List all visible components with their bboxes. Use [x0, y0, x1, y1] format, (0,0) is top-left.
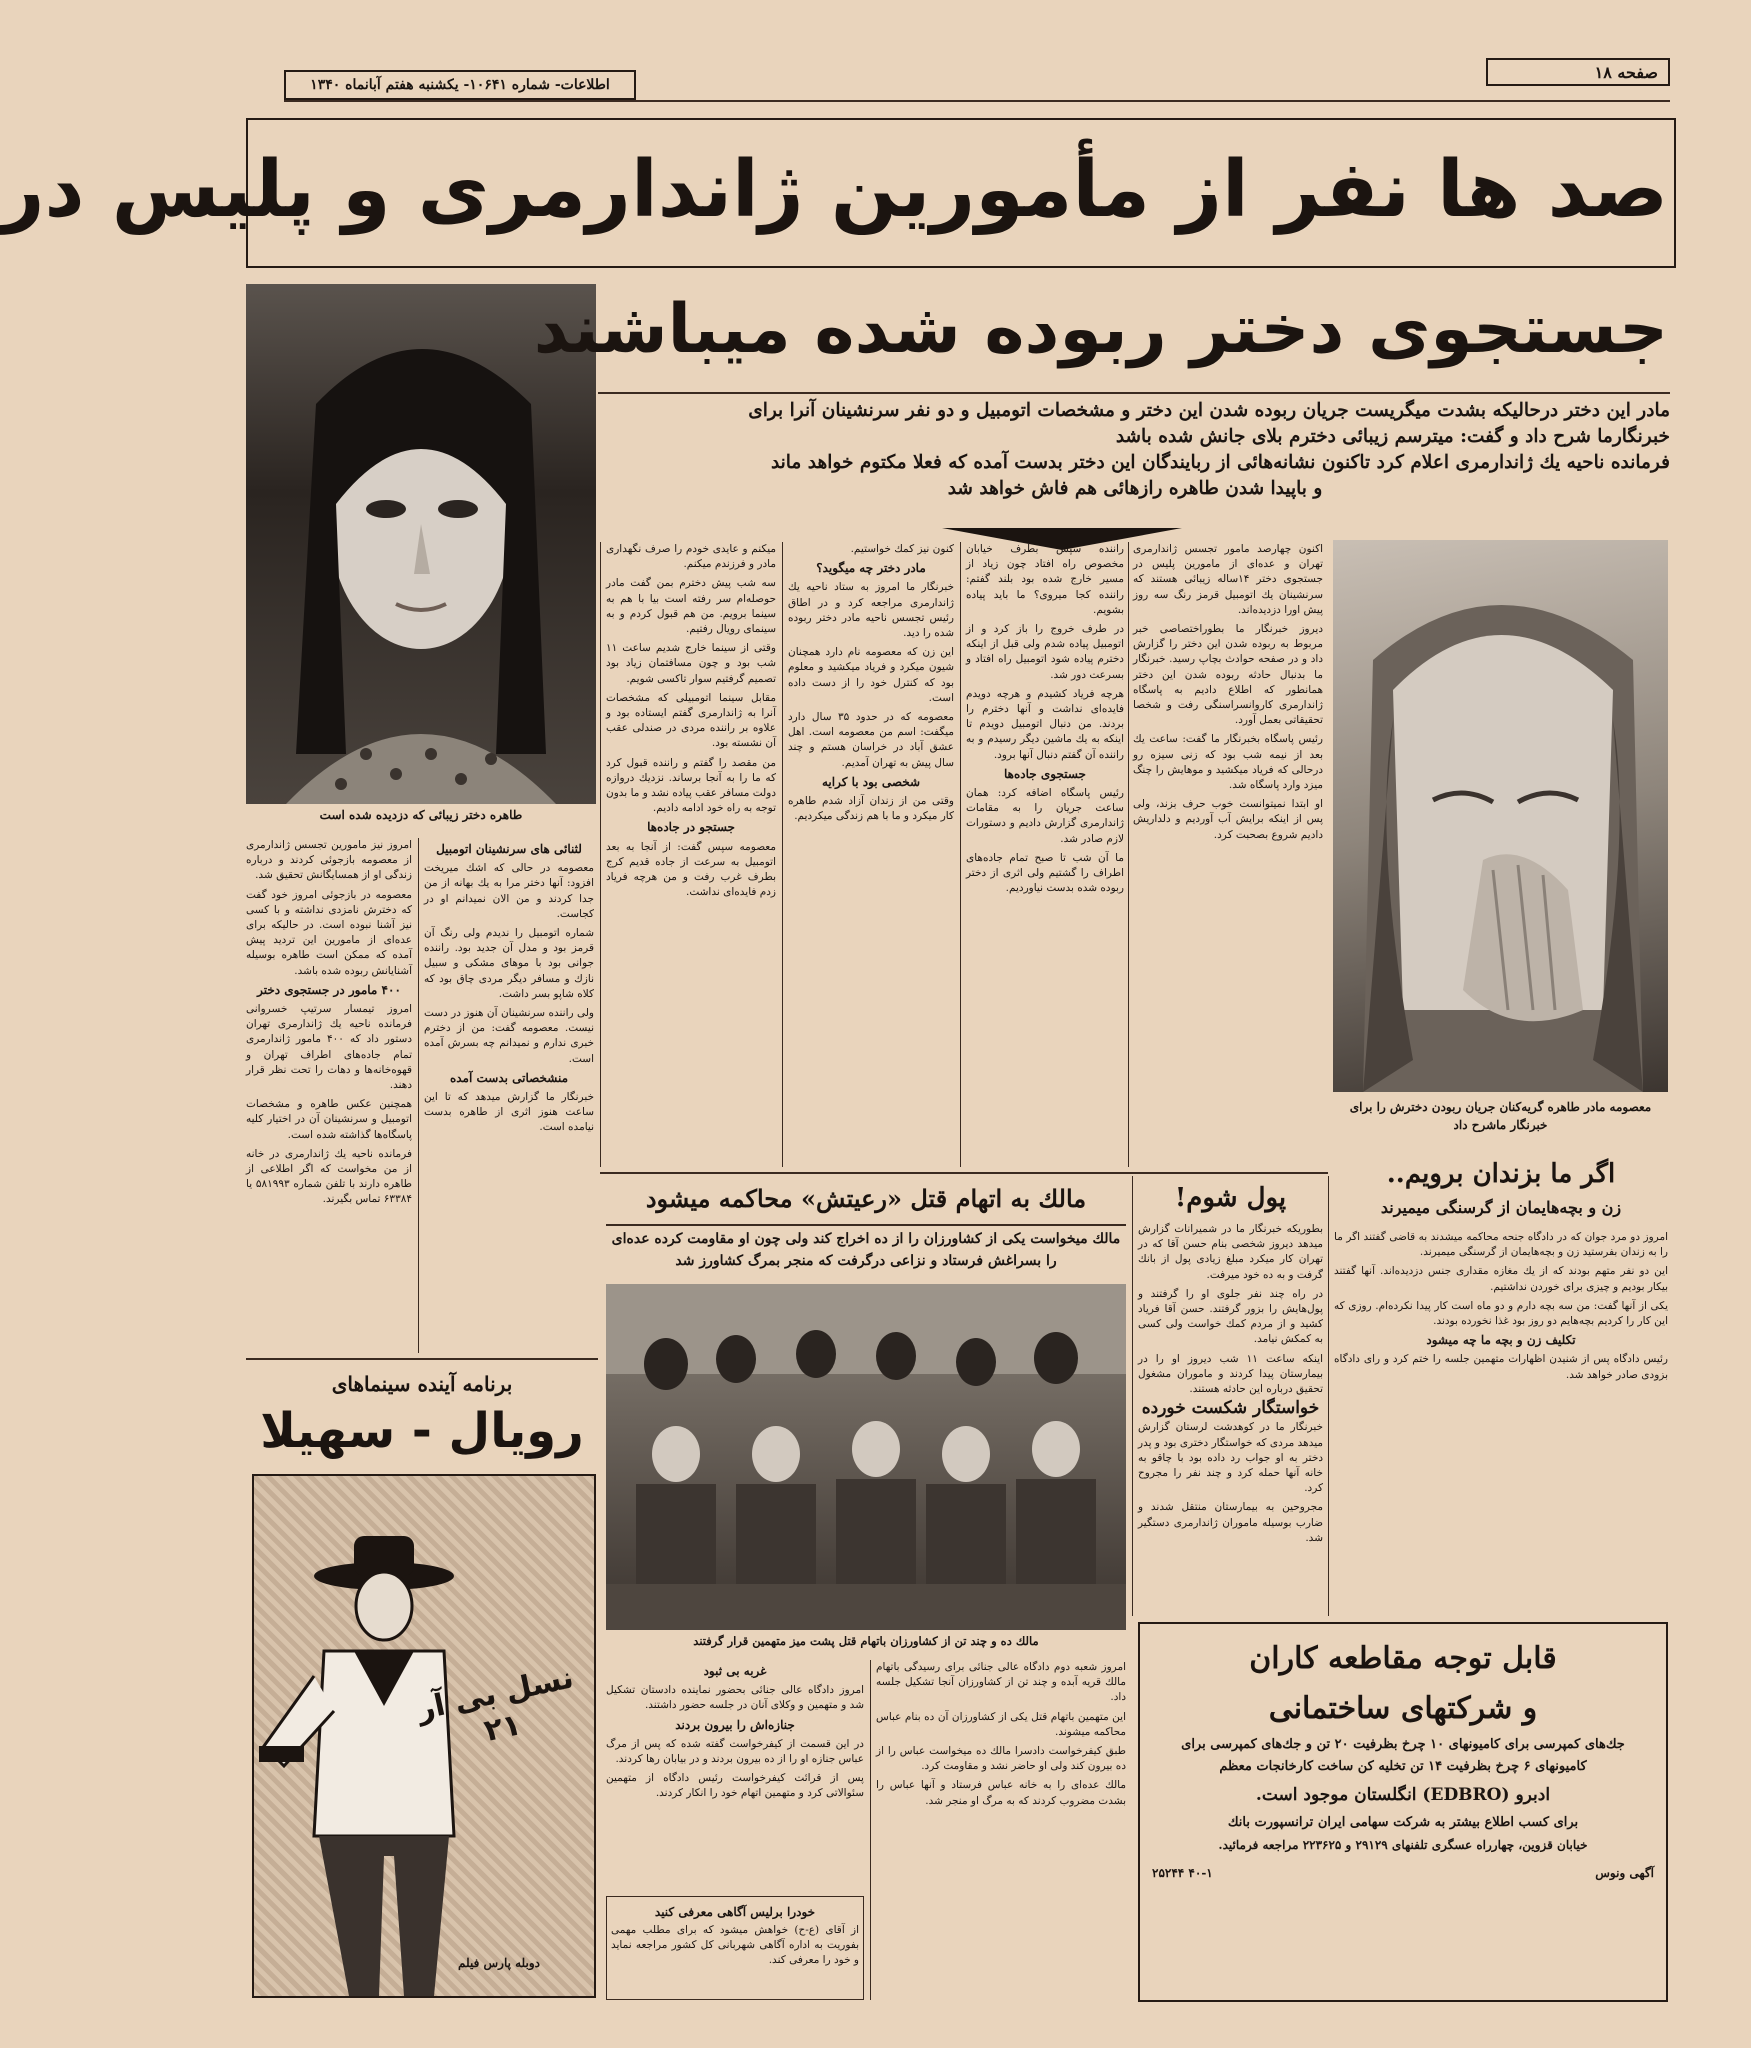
cinema-poster	[252, 1474, 596, 1998]
notice-text: از آقای (ع-ح) خواهش میشود که برای مطلب مهمی بفوریت به اداره آگاهی شهربانی کل کشور مراجعه نماید و خود را معرفی کند.	[611, 1924, 859, 1966]
dateline-box: اطلاعات- شماره ۱۰۶۴۱- یکشنبه هفتم آبانماه ۱۳۴۰	[284, 70, 636, 100]
contractors-body-2: کامیونهای ۶ چرخ بظرفیت ۱۴ تن تخلیه کن ساخت کارخانجات معظم	[1219, 1759, 1587, 1774]
contractors-ad	[1138, 1622, 1668, 2002]
deck-line-2: خبرنگارما شرح داد و گفت: میترسم زیبائی دخترم بلای جانش شده باشد	[1115, 426, 1670, 447]
cinema-ad-heading: برنامه آینده سینماهای	[331, 1372, 513, 1396]
main-story-col-1: اکنون چهارصد مامور تجسس ژاندارمری تهران و عده‌ای از مامورین پلیس در جستجوی دختر ۱۴ساله زیبائی هستند که سرنشینان یك اتومبیل قرمز رنگ سه روز پیش اورا دزدیده‌اند. دیروز خبرنگار ما بطوراختصاصی خبر مربوط به ربوده شدن این دختر را گزارش داد و در صفحه حوادث بچاپ رسید. خبرنگار ما بدنبال حادثه ربوده شدن این دختر همانطور که اطلاع دادیم به پاسگاه ژاندارمری کاروانسراسنگی رفت و شخصا تحقیقاتی بعمل آورد. رئیس پاسگاه بخبرنگار ما گفت: ساعت یك بعد از نیمه شب بود که زنی سیزه رو درحالی که فریاد میکشید و موهایش را چنگ میزد وارد پاسگاه شد. او ابتدا نمیتوانست خوب حرف بزند، ولی پس از اینکه برایش آب آوردیم و دلداریش دادیم شروع بصحبت کرد.	[1133, 543, 1323, 841]
contractors-brand: ادبرو (EDBRO) انگلستان موجود است.	[1255, 1785, 1551, 1805]
film-title: نسل بی آر ۲۱	[414, 1660, 577, 1750]
main-story-col-2: راننده سپس بطرف خیابان مخصوص راه افتاد چون زیاد از مسیر خارج شده بود بلند گفتم: راننده کجا میروی؟ ما باید پیاده بشویم. در طرف خروج را باز کرد و از اتومبیل پیاده شدم ولی قبل از اینکه دخترم پیاده شود اتومبیل راه افتاد و بسرعت دور شد. هرچه فریاد کشیدم و هرچه دویدم فایده‌ای نداشت و آنها دخترم را بردند. من دنبال اتومبیل دویدم تا اینکه به یك ماشین دیگر رسیدم و به راننده آن گفتم دنبال آنها برود. جستجوی جاده‌ها رئیس پاسگاه اضافه کرد: همان ساعت جریان را به مقامات ژاندارمری گزارش دادیم و دستورات لازم صادر شد. ما آن شب تا صبح تمام جاده‌های اطراف را گشتیم ولی اثری از دختر ربوده شده بدست نیاوردیم.	[966, 543, 1124, 895]
hunger-subheadline-2: تکلیف زن و بچه ما چه میشود	[1426, 1333, 1576, 1348]
landlord-col-b: غربه بی ثبود امروز دادگاه عالی جنائی بحضور نماینده دادستان تشکیل شد و متهمین و وکلای آنان در جلسه حضور داشتند. جنازه‌اش را بیرون بردند در این قسمت از کیفرخواست گفته شده که پس از مرگ عباس جنازه او را از ده بیرون بردند و در بیابان رها کردند. پس از قرائت کیفرخواست رئیس دادگاه از متهمین سئوالاتی کرد و متهمین اتهام خود را انکار کردند.	[606, 1664, 864, 1800]
contractors-contact-2: خیابان قزوین، چهارراه عسگری تلفنهای ۲۹۱۲۹ و ۲۲۳۶۲۵ مراجعه فرمائید.	[1218, 1838, 1588, 1852]
hunger-headline: اگر ما بزندان برویم..	[1386, 1159, 1616, 1189]
cinema-ad-names: رویال - سهیلا	[260, 1403, 584, 1459]
col-rule	[1328, 1176, 1329, 1616]
main-headline-2: جستجوی دختر ربوده شده میباشند	[533, 290, 1668, 369]
deck-line-4: و باپیدا شدن طاهره رازهائی هم فاش خواهد شد	[947, 478, 1323, 499]
col-rule	[870, 1660, 871, 2000]
landlord-rule	[606, 1224, 1126, 1226]
col-rule	[418, 838, 419, 1353]
courtroom-photo	[606, 1284, 1126, 1630]
mother-photo	[1333, 540, 1668, 1092]
headline-2-rule	[598, 392, 1670, 394]
money-text: بطوریکه خبرنگار ما در شمیرانات گزارش میدهد دیروز شخصی بنام حسن آقا که در تهران کار میکرد مبلغ زیادی پول از بانك گرفت و به ده خود میرفت. در راه چند نفر جلوی او را گرفتند و پول‌هایش را بزور گرفتند. حسن آقا فریاد کشید و از مردم کمك خواست ولی کسی به کمکش نیامد. اینکه ساعت ۱۱ شب دیروز او را در بیمارستان پیدا کردند و ماموران مشغول تحقیق درباره این حادثه هستند. خواستگار شکست خورده خبرنگار ما در کوهدشت لرستان گزارش میدهد مردی که خواستگار دختری بود و پدر دختر به او جواب رد داده بود با چاقو به خانه آنها حمله کرد و چند نفر را مجروح کرد. مجروحین به بیمارستان منتقل شدند و ضارب بوسیله ماموران ژاندارمری دستگیر شد.	[1138, 1223, 1323, 1544]
col-rule	[1128, 542, 1129, 1167]
col-rule	[1132, 1176, 1133, 1616]
notice-title: خودرا برلیس آگاهی معرفی کنید	[654, 1905, 816, 1919]
defendants-icon	[606, 1284, 1126, 1630]
dub-credit: دوبله پارس فیلم	[458, 1956, 540, 1970]
deck-line-3: فرمانده ناحیه یك ژاندارمری اعلام كرد تاكنون نشانه‌هائی از ربایندگان این دختر بدست آمده كه فعلا مكتوم خواهد ماند	[770, 452, 1670, 473]
mother-portrait-icon	[1333, 540, 1668, 1092]
section-rule	[246, 1358, 598, 1360]
col-rule	[960, 542, 961, 1167]
notice-box	[606, 1896, 864, 2000]
mother-photo-caption: معصومه مادر طاهره گریه‌کنان جریان ربودن دخترش را برای خبرنگار ماشرح داد	[1349, 1100, 1652, 1132]
contractors-heading-2: و شرکتهای ساختمانی	[1268, 1691, 1538, 1726]
main-story-col-6: لثنائی های سرنشینان اتومبیل معصومه در حالی که اشك میریخت افزود: آنها دختر مرا به یك بهانه از من جدا کردند و من الان نمیدانم او در کجاست. شماره اتومبیل را ندیدم ولی رنگ آن قرمز بود و مدل آن جدید بود. راننده جوانی بود با موهای مشکی و سبیل نازك و مسافر دیگر مردی چاق بود که کلاه شاپو بسر داشت. ولی راننده سرنشینان آن هنوز در دست نیست. معصومه گفت: من از دخترم خبری ندارم و نمیدانم چه بسرش آمده است. منشخصاتی بدست آمده خبرنگار ما گزارش میدهد که تا این ساعت هنوز اثری از طاهره بدست نیامده است.	[424, 842, 594, 1134]
main-headline-1: صد ها نفر از مأمورین ژاندارمری و پلیس در	[0, 145, 1668, 235]
deck-block	[600, 398, 1670, 538]
contractors-heading-1: قابل توجه مقاطعه کاران	[1249, 1641, 1557, 1676]
landlord-deck: مالك میخواست یکی از کشاورزان را از ده اخراج کند ولی چون او مقاومت کرده عده‌ای را بسراغش فرستاد و نزاعی درگرفت که منجر بمرگ کشاورز شد	[611, 1231, 1121, 1269]
col-rule	[600, 542, 601, 1167]
deck-line-1: مادر این دختر درحالیکه بشدت میگریست جریان ربوده شدن این دختر و مشخصات اتومبیل و دو نفر سرنشینان آنرا برای	[748, 400, 1670, 421]
landlord-col-a: امروز شعبه دوم دادگاه عالی جنائی برای رسیدگی باتهام مالك قریه آبده و چند تن از کشاورزان آنجا تشکیل جلسه داد. این متهمین باتهام قتل یکی از کشاورزان آن ده بنام عباس محاکمه میشوند. طبق کیفرخواست دادسرا مالك ده میخواست عباس را از ده بیرون کند ولی او حاضر نشد و مقاومت کرد. مالك عده‌ای را به خانه عباس فرستاد و آنها عباس را بشدت مضروب کردند که به مرگ او منجر شد.	[876, 1661, 1126, 1807]
contractors-body-1: جك‌های کمپرسی برای کامیونهای ۱۰ چرخ بظرفیت ۲۰ تن و جك‌های کمپرسی برای	[1181, 1737, 1625, 1752]
contractors-ref: ۴۰-۱ ۲۵۲۴۴	[1152, 1866, 1213, 1880]
landlord-headline: مالك به اتهام قتل «رعیتش» محاکمه میشود	[645, 1184, 1087, 1213]
main-story-col-3: کنون نیز کمك خواستیم. مادر دختر چه میگوید؟ خبرنگار ما امروز به ستاد ناحیه یك ژاندارمری مراجعه کرد و در اطاق رئیس تجسس ناحیه مادر دختر ربوده شده را دید. این زن که معصومه نام دارد همچنان شیون میکرد و فریاد میکشید و معلوم بود که کنترل خود را از دست داده است. معصومه که در حدود ۳۵ سال دارد میگفت: اسم من معصومه است. اهل عشق آباد در خراسان هستم و چند سال پیش به تهران آمدیم. شخصی بود با کرایه وقتی من از زندان آزاد شدم طاهره کار میکرد و ما با هم زندگی میکردیم.	[788, 543, 954, 823]
hunger-text: امروز دو مرد جوان که در دادگاه جنحه محاکمه میشدند به قاضی گفتند اگر ما را به زندان بفرستید زن و بچه‌هایمان از گرسنگی میمیرند. این دو نفر متهم بودند که از یك مغازه مقداری جنس دزدیده‌اند. آنها گفتند بیکار بودیم و چیزی برای خوردن نداشتیم. یکی از آنها گفت: من سه بچه دارم و دو ماه است کار پیدا نکرده‌ام. روزی که این کار را کردیم بچه‌هایم دو روز بود غذا نخورده بودند. تکلیف زن و بچه ما چه میشود رئیس دادگاه پس از شنیدن اظهارات متهمین جلسه را ختم کرد و رای دادگاه بزودی صادر خواهد شد.	[1334, 1231, 1668, 1381]
contractors-contact-1: برای کسب اطلاع بیشتر به شرکت سهامی ایران ترانسپورت بانك	[1227, 1815, 1579, 1830]
col-rule	[782, 542, 783, 1167]
courtroom-photo-caption: مالك ده و چند تن از کشاورزان باتهام قتل پشت میز متهمین قرار گرفتند	[693, 1634, 1039, 1648]
page-number-box: صفحه ۱۸	[1486, 58, 1670, 86]
main-story-col-4: میکنم و عایدی خودم را صرف نگهداری مادر و فرزندم میکنم. سه شب پیش دخترم بمن گفت مادر حوصله‌ام سر رفته است بیا با هم به سینما برویم. من هم قبول کردم و به سینمای رویال رفتیم. وقتی از سینما خارج شدیم ساعت ۱۱ شب بود و چون مسافتمان زیاد بود تصمیم گرفتیم سوار تاکسی شویم. مقابل سینما اتومبیلی که مشخصات آنرا به ژاندارمری گفتم ایستاده بود و علاوه بر راننده مردی در صندلی عقب آن نشسته بود. من مقصد را گفتم و راننده قبول کرد که ما را به آنجا برساند. نزدیك دروازه دولت مسافر عقب پیاده نشد و ما بدون توجه به راه خود ادامه دادیم. جستجو در جاده‌ها معصومه سپس گفت: از آنجا به بعد اتومبیل به سرعت از جاده قدیم کرج بطرف غرب رفت و من هرچه فریاد زدم فایده‌ای نداشت.	[606, 543, 776, 899]
header-rule	[284, 100, 1670, 102]
section-rule	[600, 1172, 1328, 1174]
main-story-col-5: امروز نیز مامورین تجسس ژاندارمری از معصومه بازجوئی کردند و درباره زندگی او از همسایگانش تحقیق شد. معصومه در بازجوئی امروز خود گفت که دخترش نامزدی نداشته و با کسی نیز آشنا نبوده است. در حالیکه برای عده‌ای از مامورین این تردید پیش آمده که ممکن است طاهره بوسیله آشنایانش ربوده شده باشد. ۴۰۰ مامور در جستجوی دختر امروز تیمسار سرتیپ خسروانی فرمانده ناحیه یك ژاندارمری تهران دستور داد که ۴۰۰ مامور ژاندارمری تمام جاده‌های اطراف تهران و قهوه‌خانه‌ها و دهات را تحت نظر قرار دهند. همچنین عکس طاهره و مشخصات اتومبیل و سرنشینان آن در اختیار کلیه پاسگاه‌ها گذاشته شده است. فرمانده ناحیه یك ژاندارمری در خانه از من مخواست که اگر اطلاعی از طاهره دارند با تلفن شماره ۵۸۱۹۹۳ یا ۶۳۳۸۴ تماس بگیرند.	[246, 839, 412, 1206]
money-headline: پول شوم!	[1174, 1183, 1287, 1213]
girl-photo-caption: طاهره دختر زیبائی که دزدیده شده است	[319, 808, 523, 822]
cinema-ad	[246, 1362, 598, 2002]
hunger-subheadline: زن و بچه‌هایمان از گرسنگی میمیرند	[1380, 1198, 1622, 1217]
money-subheadline: خواستگار شکست خورده	[1141, 1398, 1320, 1419]
contractors-agency: آگهی ونوس	[1595, 1866, 1654, 1880]
